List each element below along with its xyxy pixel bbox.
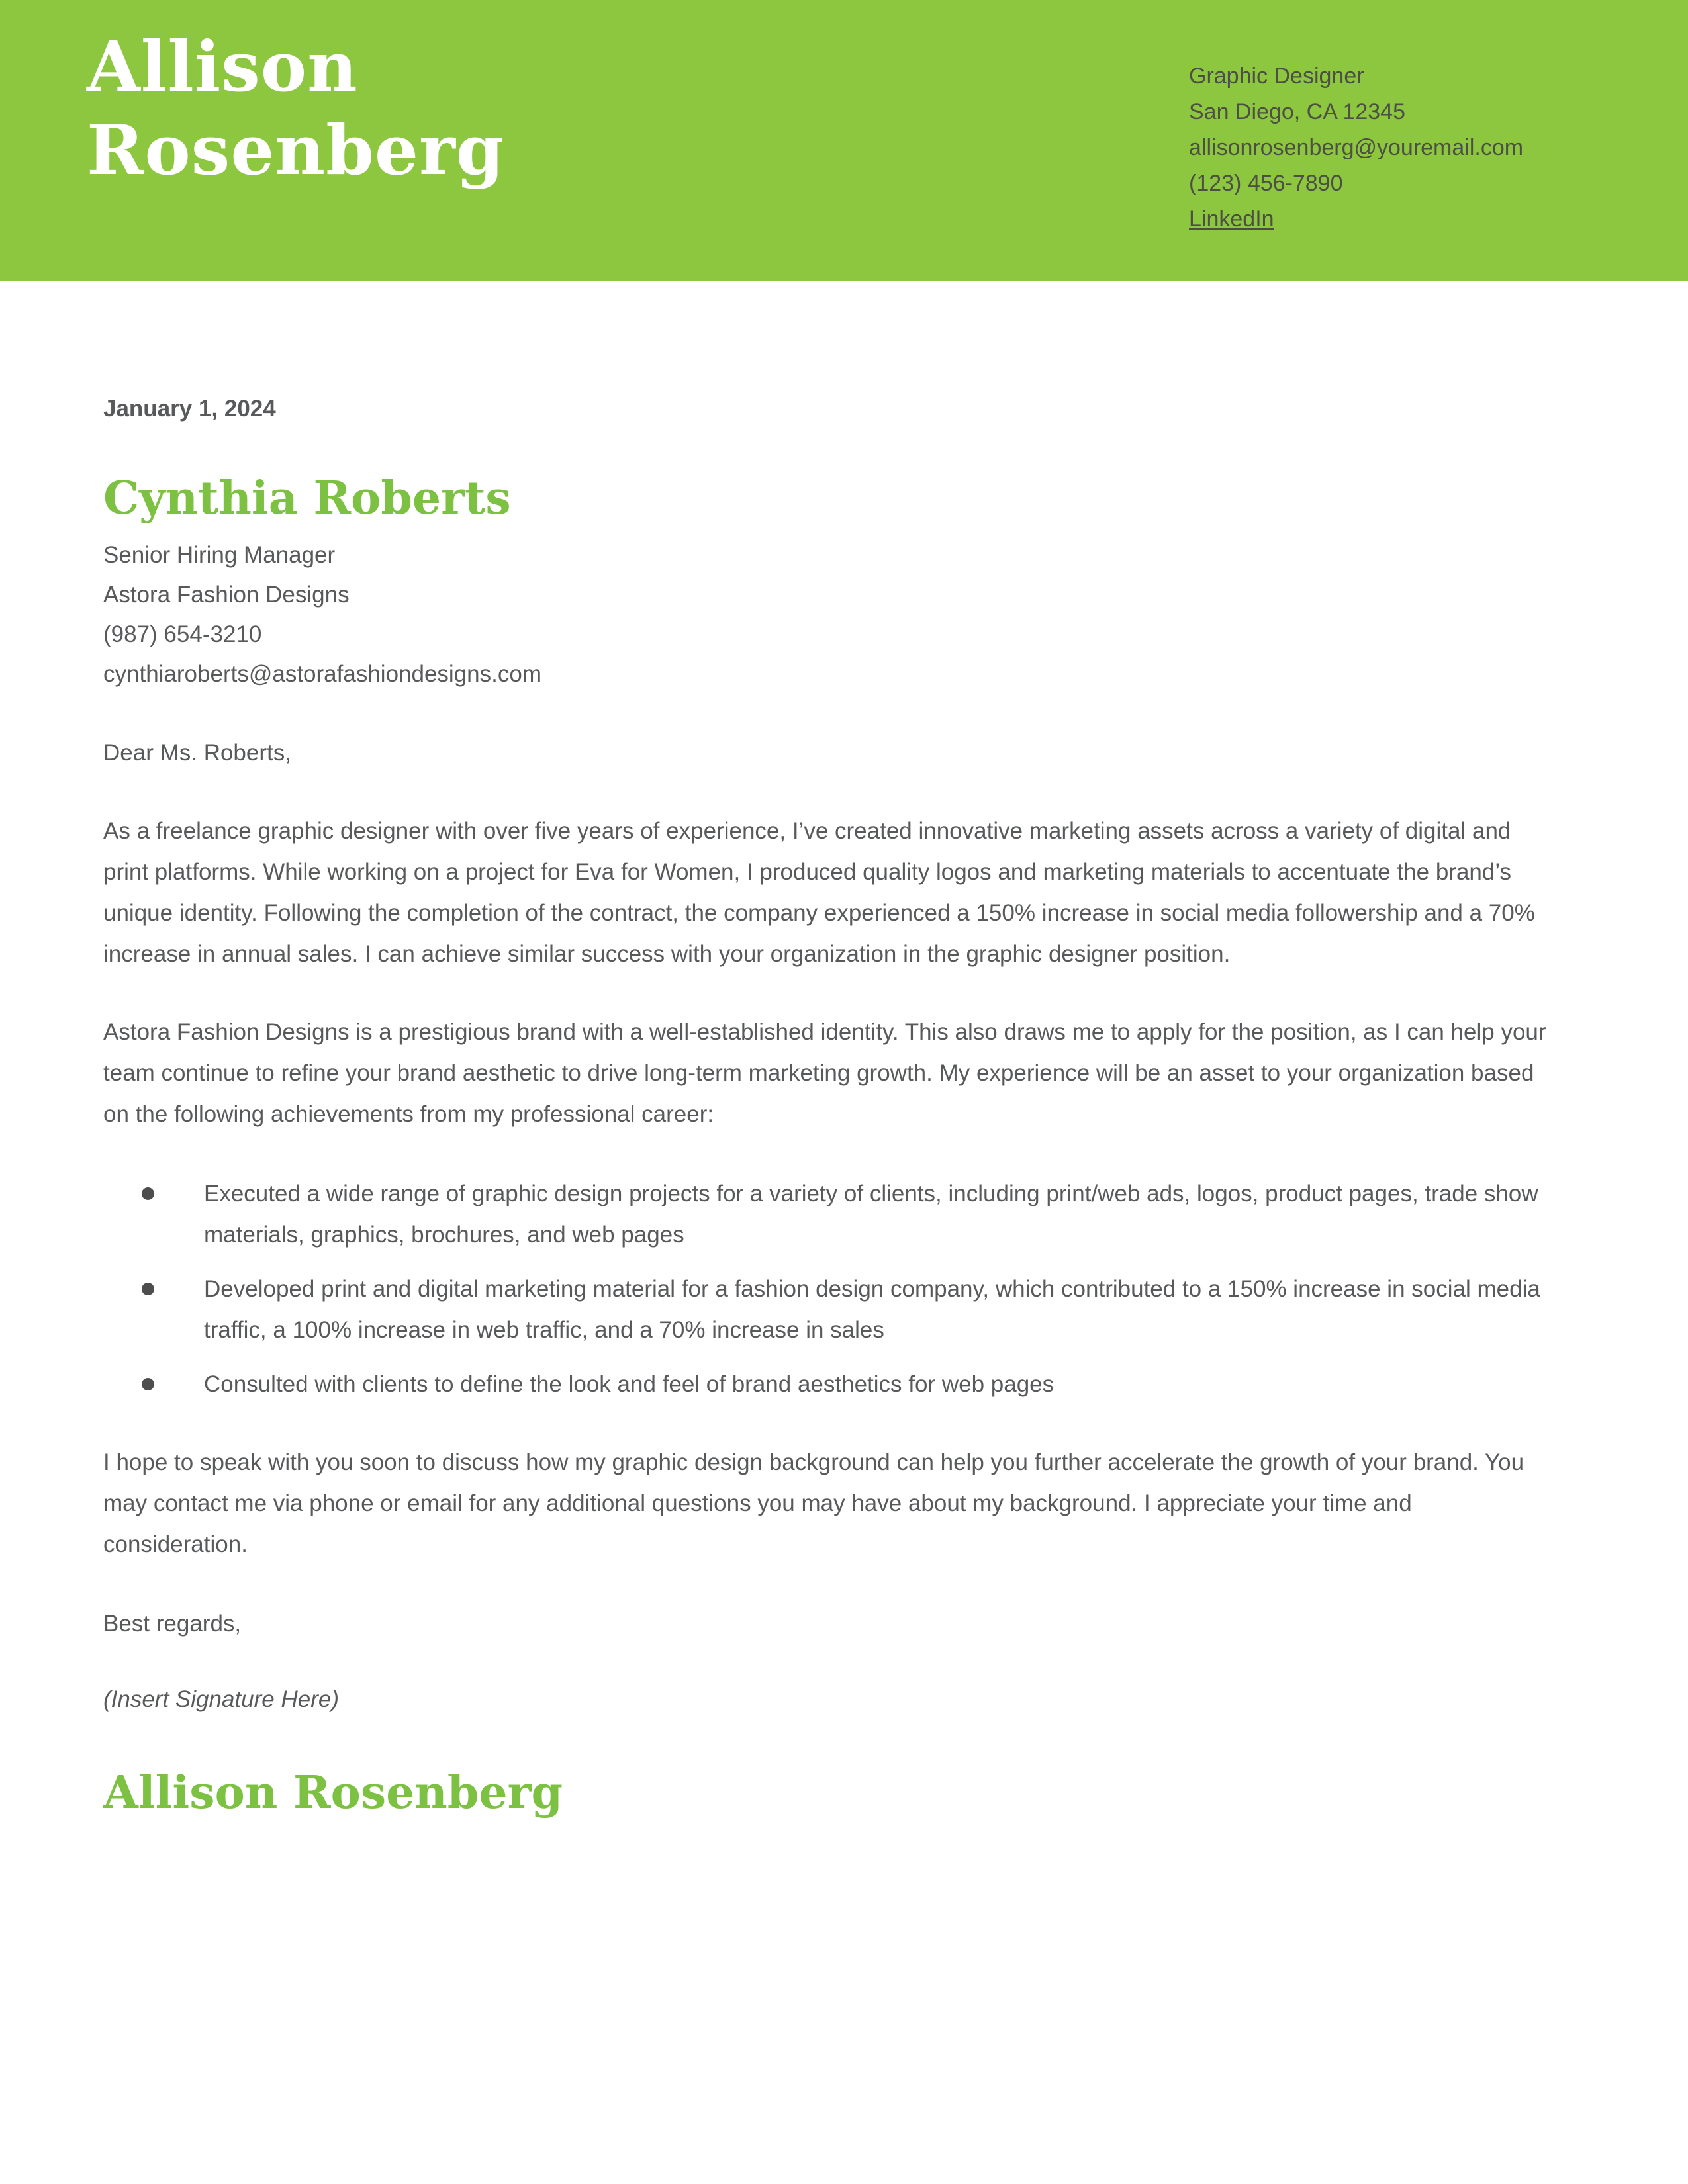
letter-body [0,281,1688,1818]
list-item [103,1173,1562,1255]
bullet-icon [142,1187,154,1200]
signature-placeholder: (Insert Signature Here) [103,1686,339,1712]
sign-off: Best regards, [103,1611,242,1637]
contact-block [1189,58,1523,237]
contact-job-title: Graphic Designer [1189,64,1364,89]
body-paragraph-1: As a freelance graphic designer with over five years of experience, I’ve created innovative marketing assets across a variety of digital and print platforms. While working on a project for Eva for Women, I produced quality logos and marketing materials to accentuate the brand’s unique identity. Following the completion of the contract, the company experienced a 150% increase in social media followership and a 70% increase in annual sales. I can achieve similar success with your organization in the graphic designer position. [103,818,1535,967]
linkedin-link[interactable]: LinkedIn [1189,206,1274,232]
list-item-text: Executed a wide range of graphic design projects for a variety of clients, including print/web ads, logos, product pages, trade show materials, graphics, brochures, and web pages [204,1181,1538,1248]
body-paragraph-2: Astora Fashion Designs is a prestigious brand with a well-established identity. This also draws me to apply for the position, as I can help your team continue to refine your brand aesthetic to drive long-term marketing growth. My experience will be an asset to your organization based on the following achievements from my professional career: [103,1019,1546,1127]
bullet-icon [142,1378,154,1390]
applicant-name: Allison Rosenberg [87,26,505,191]
recipient-email: cynthiaroberts@astorafashiondesigns.com [103,661,541,687]
salutation: Dear Ms. Roberts, [103,740,291,766]
recipient-name: Cynthia Roberts [103,472,511,525]
letter-date: January 1, 2024 [103,396,276,422]
recipient-title: Senior Hiring Manager [103,542,336,568]
contact-email: allisonrosenberg@youremail.com [1189,135,1524,160]
list-item [103,1364,1562,1405]
achievements-list [103,1173,1562,1405]
closing-paragraph: I hope to speak with you soon to discuss how my graphic design background can help you further accelerate the growth of your brand. You may contact me via phone or email for any additional questions you may have about my background. I appreciate your time and consideration. [103,1449,1524,1557]
contact-phone: (123) 456-7890 [1189,171,1343,196]
recipient-info [103,535,1562,694]
recipient-company: Astora Fashion Designs [103,582,350,608]
header-banner [0,0,1688,281]
list-item-text: Developed print and digital marketing material for a fashion design company, which contributed to a 150% increase in social media traffic, a 100% increase in web traffic, and a 70% increase in sales [204,1276,1540,1343]
list-item-text: Consulted with clients to define the look and feel of brand aesthetics for web pages [204,1371,1055,1397]
list-item [103,1269,1562,1351]
signature-name: Allison Rosenberg [103,1766,563,1819]
recipient-phone: (987) 654-3210 [103,621,262,647]
bullet-icon [142,1283,154,1295]
contact-location: San Diego, CA 12345 [1189,99,1406,124]
